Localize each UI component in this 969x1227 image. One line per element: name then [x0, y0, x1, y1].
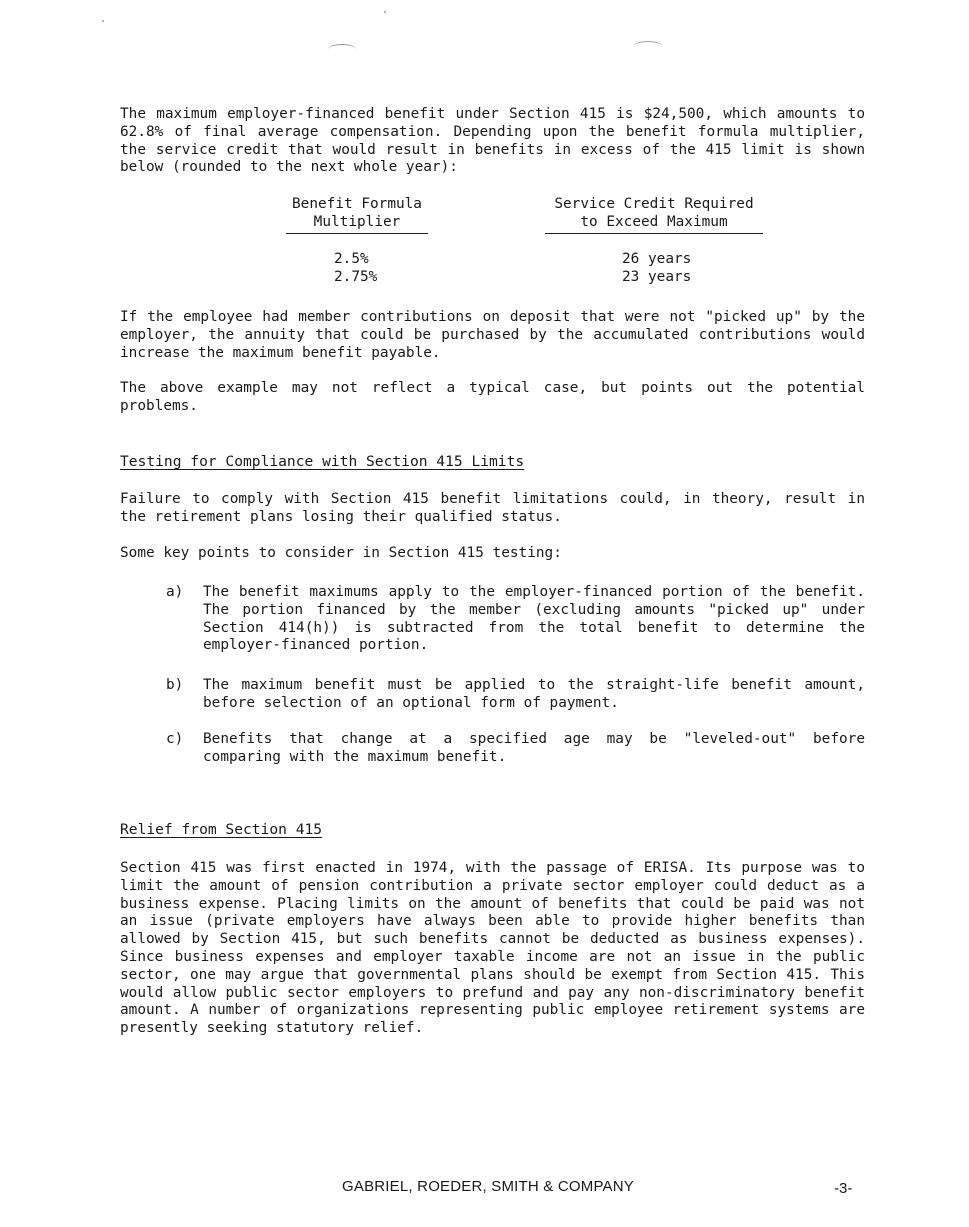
scan-dot	[102, 20, 104, 22]
table-cell-service: 26 years	[622, 251, 692, 267]
list-item	[166, 731, 865, 767]
scan-mark-left	[328, 44, 356, 55]
table-header-multiplier-line1: Benefit Formula	[292, 196, 422, 212]
list-item-letter: a)	[166, 584, 184, 600]
list-item-letter: c)	[166, 731, 184, 747]
relief-heading: Relief from Section 415	[120, 821, 323, 838]
list-item-letter: b)	[166, 677, 184, 693]
table-header-multiplier-line2: Multiplier	[286, 214, 428, 234]
table-cell-service: 23 years	[622, 269, 692, 285]
relief-paragraph: Section 415 was first enacted in 1974, with the passage of ERISA. Its purpose was to limit the amount of pension contribution a private sector employer could deduct as a business expense. Placing limits on the amount of benefits that could be paid was not an issue (private employers have always been able to provide higher benefits than allowed by Section 415, but such benefits cannot be deducted as business expenses). Since business expenses and employer taxable income are not an issue in the public sector, one may argue that governmental plans should be exempt from Section 415. This would allow public sector employers to prefund and pay any non-discriminatory benefit amount. A number of organizations representing public employee retirement systems are presently seeking statutory relief.	[120, 860, 865, 1037]
table-header-service-credit	[545, 196, 763, 234]
footer-page-number: -3-	[834, 1180, 853, 1197]
table-cell-multiplier: 2.5%	[334, 251, 369, 267]
list-item-text: Benefits that change at a specified age may be "leveled-out" before comparing with the maximum benefit.	[203, 731, 865, 765]
failure-paragraph: Failure to comply with Section 415 benefit limitations could, in theory, result in the retirement plans losing their qualified status.	[120, 491, 865, 525]
scan-mark-right	[634, 41, 662, 52]
list-item	[166, 584, 865, 656]
list-item-text: The benefit maximums apply to the employer-financed portion of the benefit. The portion financed by the member (excluding amounts "picked up" under Section 414(h)) is subtracted from the total benefit to determine the employer-financed portion.	[203, 584, 865, 654]
key-points-paragraph: Some key points to consider in Section 415 testing:	[120, 545, 562, 561]
scan-dot	[384, 11, 386, 13]
table-cell-multiplier: 2.75%	[334, 269, 378, 285]
list-item-text: The maximum benefit must be applied to the straight-life benefit amount, before selection of an optional form of payment.	[203, 677, 865, 711]
table-header-service-credit-line2: to Exceed Maximum	[545, 214, 763, 234]
contributions-paragraph: If the employee had member contributions on deposit that were not "picked up" by the employer, the annuity that could be purchased by the accumulated contributions would increase the maximum benefit payable.	[120, 309, 865, 361]
list-item	[166, 677, 865, 713]
table-header-multiplier	[286, 196, 428, 234]
intro-paragraph: The maximum employer-financed benefit under Section 415 is $24,500, which amounts to 62.8% of final average compensation. Depending upon the benefit formula multiplier, the service credit that would result in benefits in excess of the 415 limit is shown below (rounded to the next whole year):	[120, 106, 865, 176]
testing-heading: Testing for Compliance with Section 415 Limits	[120, 453, 525, 470]
example-paragraph: The above example may not reflect a typical case, but points out the potential problems.	[120, 380, 865, 414]
footer-firm-name: GABRIEL, ROEDER, SMITH & COMPANY	[342, 1178, 635, 1195]
table-header-service-credit-line1: Service Credit Required	[554, 196, 754, 212]
